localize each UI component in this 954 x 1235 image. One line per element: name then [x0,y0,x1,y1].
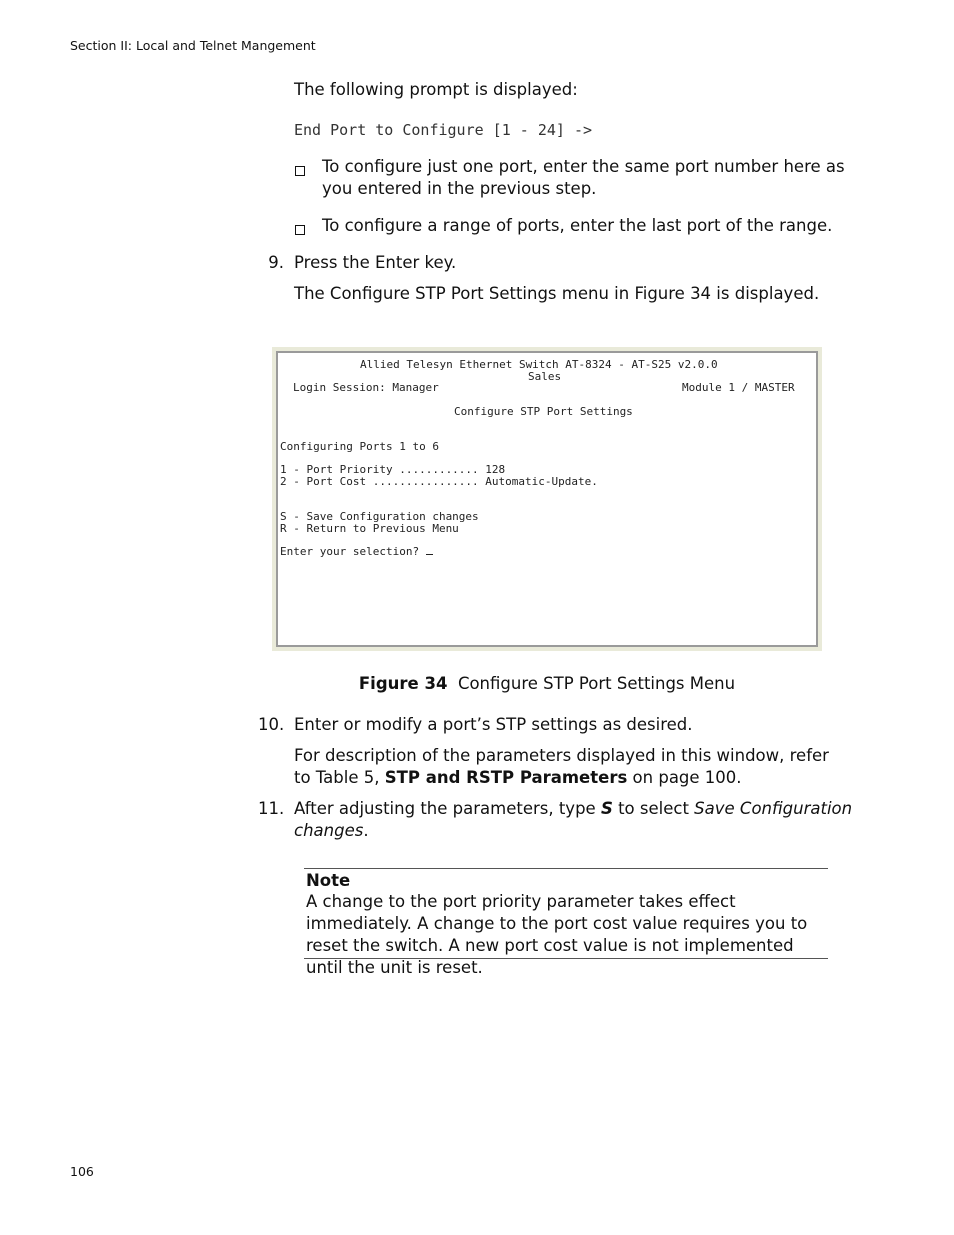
bullet-box-icon [295,161,305,180]
terminal-module: Module 1 / MASTER [682,381,795,394]
table-reference-link[interactable]: STP and RSTP Parameters [384,768,628,787]
step-10-number: 10. [258,715,285,734]
terminal-menu-item-save: S - Save Configuration changes [280,510,479,523]
figure-title: Configure STP Port Settings Menu [457,674,736,693]
terminal-session: Login Session: Manager [293,381,439,394]
terminal-configuring-line: Configuring Ports 1 to 6 [280,440,439,453]
terminal-menu-item-port-cost: 2 - Port Cost ................ Automatic-Update. [280,475,598,488]
step-10-ref-suffix: on page 100. [627,768,742,787]
terminal-menu-item-port-priority: 1 - Port Priority ............ 128 [280,463,506,476]
step-10-subtext-line-1: For description of the parameters displayed in this window, refer [294,746,829,765]
step-10-ref-prefix: to Table 5, [294,768,385,787]
terminal-window [276,351,818,647]
step-9-text: Press the Enter key. [294,253,457,272]
step-9-subtext: The Configure STP Port Settings menu in Figure 34 is displayed. [294,284,820,303]
step-11-option-name: Save Configuration [694,799,853,818]
terminal-title-line: Allied Telesyn Ethernet Switch AT-8324 - AT-S25 v2.0.0 [360,358,718,371]
note-text: A change to the port priority parameter takes effect immediately. A change to the port cost value requires you to reset the switch. A new port cost value is not implemented until the unit is reset. [306,892,808,977]
bullet-1-line-2: you entered in the previous step. [322,179,597,198]
step-11-text-mid: to select [612,799,695,818]
step-9-number: 9. [268,253,284,272]
figure-34-screenshot [272,347,822,651]
step-11-number: 11. [258,799,285,818]
intro-text: The following prompt is displayed: [294,80,578,99]
figure-caption [0,674,954,693]
note-box [304,868,828,977]
step-11-option-name-cont: changes [294,821,364,840]
step-11-text-start: After adjusting the parameters, type [294,799,601,818]
bullet-2-line-1: To configure a range of ports, enter the last port of the range. [322,216,833,235]
step-11-line-1 [294,798,852,820]
step-11-period: . [363,821,369,840]
step-10-text: Enter or modify a port’s STP settings as desired. [294,715,693,734]
console-prompt: End Port to Configure [1 - 24] -> [294,121,593,139]
terminal-menu-title: Configure STP Port Settings [454,405,633,418]
figure-label: Figure 34 [358,674,448,693]
terminal-menu-item-return: R - Return to Previous Menu [280,522,459,535]
step-11-line-2 [294,820,369,842]
terminal-cursor [426,554,433,555]
step-11-key: S [600,799,613,818]
terminal-location-line: Sales [528,370,562,383]
running-header: Section II: Local and Telnet Mangement [70,38,316,53]
terminal-selection-label: Enter your selection? [280,545,426,558]
page-number: 106 [70,1164,94,1179]
bullet-box-icon [295,220,305,239]
note-title: Note [306,871,351,890]
bullet-1-line-1: To configure just one port, enter the same port number here as [322,157,845,176]
step-10-subtext-line-2 [294,767,742,789]
terminal-selection-prompt [280,546,433,558]
